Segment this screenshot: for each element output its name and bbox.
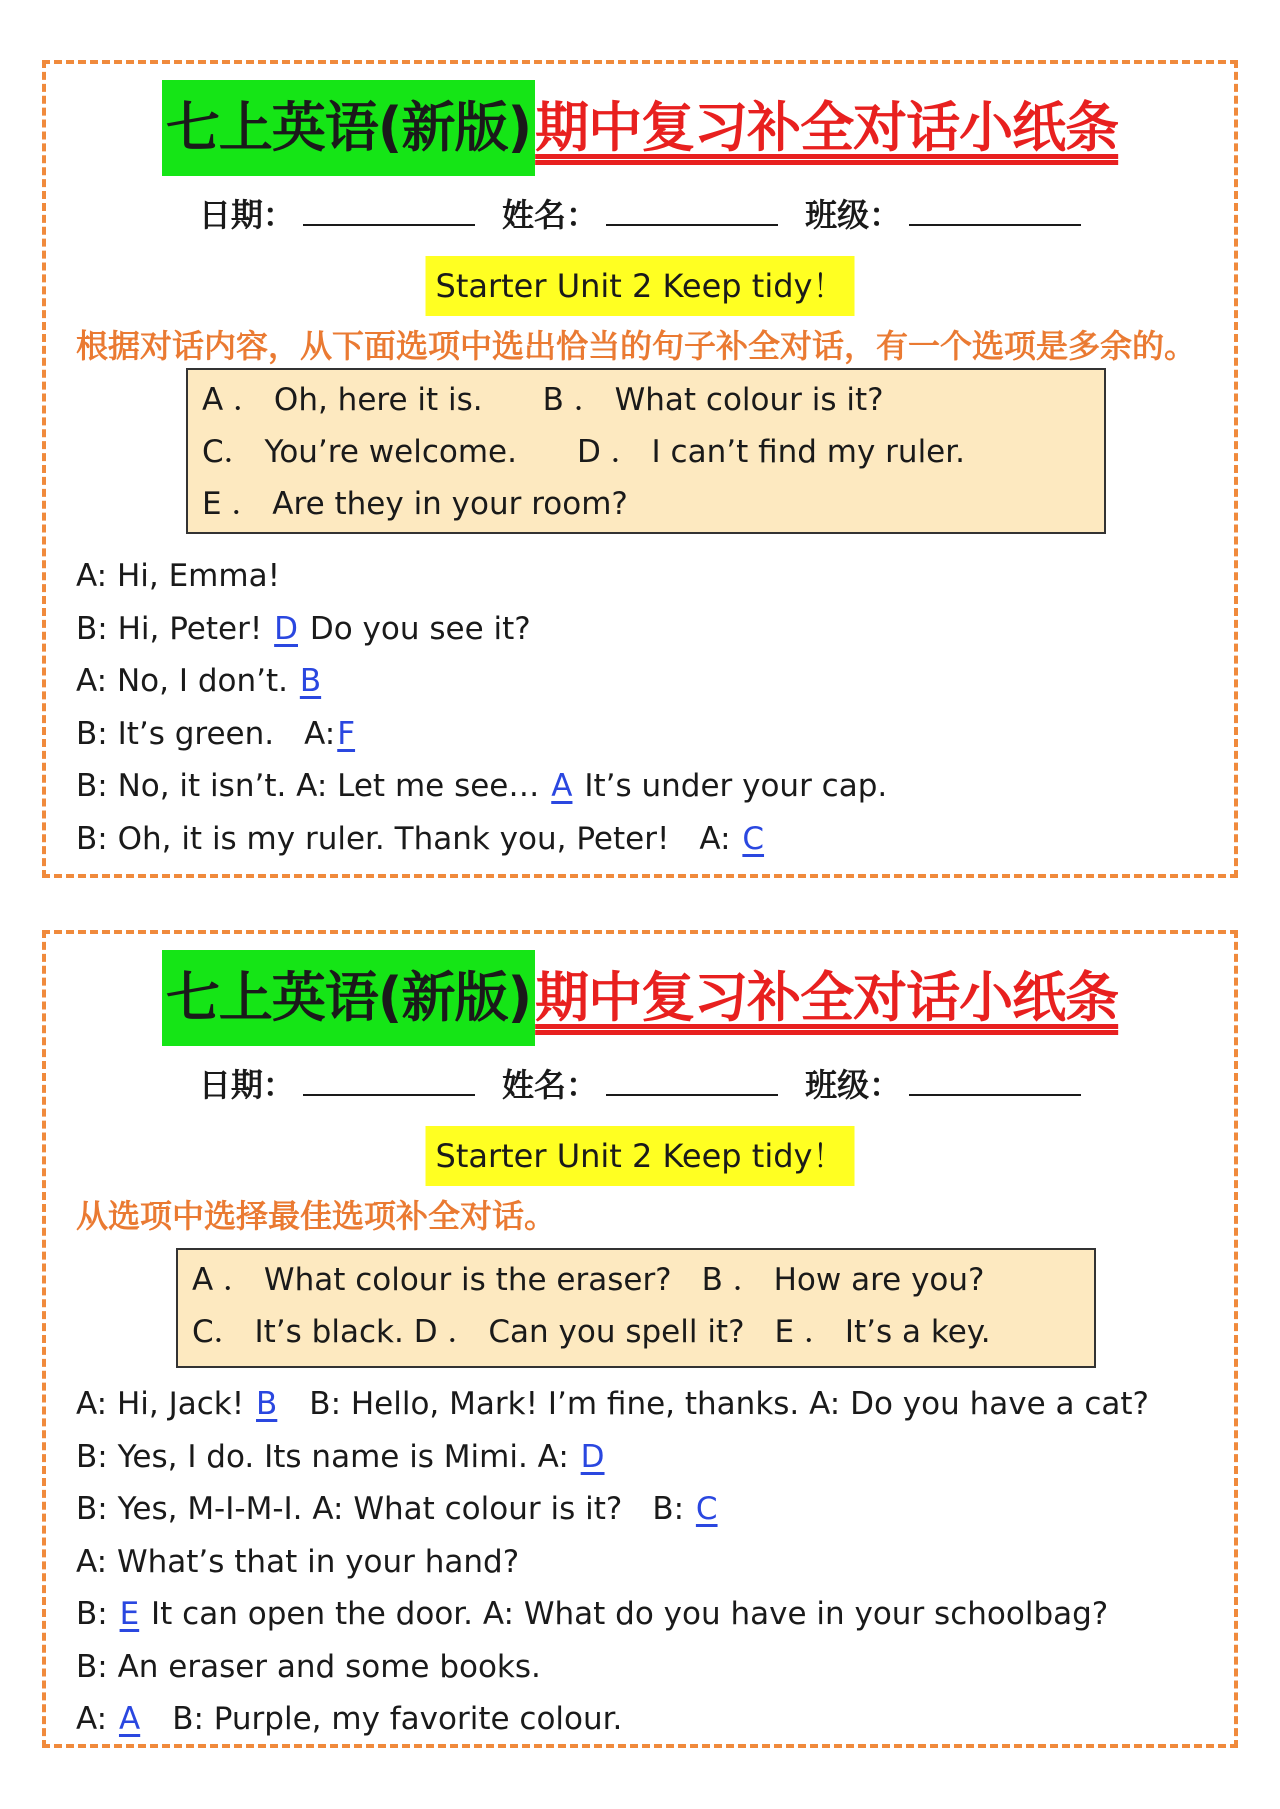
dialogue-text: A: No, I don’t. <box>76 663 288 699</box>
dialogue-text: A: <box>304 715 336 752</box>
option-e: E ． It’s a key. <box>774 1314 991 1350</box>
date-field[interactable] <box>199 1060 475 1106</box>
dialogue-line <box>76 655 1214 708</box>
option-e: E ． Are they in your room? <box>202 486 628 522</box>
name-field[interactable] <box>502 1060 778 1106</box>
dialogue-line <box>76 760 1214 813</box>
class-blank[interactable] <box>909 1064 1081 1096</box>
instruction-text: 从选项中选择最佳选项补全对话。 <box>76 1197 557 1235</box>
answer-blank[interactable]: D <box>580 1438 605 1475</box>
answer-blank[interactable]: B <box>256 1386 278 1422</box>
dialogue-text: A: Hi, Jack! <box>76 1386 245 1422</box>
class-label: 班级： <box>805 1066 902 1104</box>
class-blank[interactable] <box>909 194 1081 226</box>
dialogue-text: B: An eraser and some books. <box>76 1648 541 1685</box>
worksheet-title <box>46 950 1234 1050</box>
dialogue-text: Do you see it? <box>309 610 531 647</box>
option-d: D ． I can’t find my ruler. <box>576 434 966 470</box>
date-blank[interactable] <box>303 1064 475 1096</box>
student-info-row <box>46 1060 1234 1106</box>
class-field[interactable] <box>805 1060 1081 1106</box>
dialogue-line <box>76 1378 1214 1431</box>
dialogue-line <box>76 1431 1214 1484</box>
dialogue-line <box>76 1483 1214 1536</box>
dialogue-text: It can open the door. A: What do you have in your schoolbag? <box>151 1596 1109 1632</box>
date-field[interactable] <box>199 190 475 236</box>
title-main: 期中复习补全对话小纸条 <box>535 96 1119 159</box>
dialogue-text: It’s under your cap. <box>584 768 888 804</box>
dialogue-text: B: Purple, my favorite colour. <box>172 1701 623 1737</box>
name-blank[interactable] <box>606 1064 778 1096</box>
dialogue-text: B: Yes, I do. Its name is Mimi. A: <box>76 1438 569 1475</box>
dialogue-line <box>76 550 1214 603</box>
option-c: C． You’re welcome. <box>202 434 517 470</box>
answer-blank[interactable]: A <box>551 768 573 804</box>
worksheet-card-1 <box>42 60 1238 878</box>
dialogue-text: B: Hello, Mark! I’m fine, thanks. A: Do you have a cat? <box>309 1386 1150 1422</box>
dialogue-text: B: Hi, Peter! <box>76 610 263 647</box>
dialogue-text: A: <box>76 1701 108 1737</box>
name-field[interactable] <box>502 190 778 236</box>
title-highlight: 七上英语(新版) <box>162 950 535 1046</box>
dialogue-line <box>76 1693 1214 1746</box>
answer-blank[interactable]: B <box>299 663 322 699</box>
dialogue-text: B: Yes, M-I-M-I. A: What colour is it? <box>76 1491 623 1527</box>
dialogue-line <box>76 1536 1214 1589</box>
worksheet-title <box>46 80 1234 180</box>
option-b: B ． What colour is it? <box>542 382 884 418</box>
dialogue-text: B: <box>652 1491 685 1527</box>
instruction-text: 根据对话内容，从下面选项中选出恰当的句子补全对话，有一个选项是多余的。 <box>76 327 1197 365</box>
date-blank[interactable] <box>303 194 475 226</box>
dialogue-line <box>76 708 1214 761</box>
option-c: C． It’s black. <box>192 1314 404 1350</box>
title-main: 期中复习补全对话小纸条 <box>535 966 1119 1029</box>
student-info-row <box>46 190 1234 236</box>
unit-badge: Starter Unit 2 Keep tidy！ <box>426 256 855 316</box>
option-a: A ． Oh, here it is. <box>202 382 483 418</box>
answer-blank[interactable]: A <box>118 1701 141 1737</box>
dialogue <box>76 1378 1214 1746</box>
answer-blank[interactable]: C <box>742 820 765 857</box>
class-label: 班级： <box>805 196 902 234</box>
dialogue-line <box>76 1641 1214 1694</box>
options-box <box>186 368 1106 534</box>
option-a: A ． What colour is the eraser? <box>192 1262 672 1298</box>
dialogue-text: A: Hi, Emma! <box>76 558 280 594</box>
answer-blank[interactable]: F <box>337 715 356 752</box>
unit-badge: Starter Unit 2 Keep tidy！ <box>426 1126 855 1186</box>
name-blank[interactable] <box>606 194 778 226</box>
dialogue-text: B: No, it isn’t. A: Let me see… <box>76 768 540 804</box>
options-box <box>176 1248 1096 1368</box>
dialogue-line <box>76 1588 1214 1641</box>
title-highlight: 七上英语(新版) <box>162 80 535 176</box>
option-d: D ． Can you spell it? <box>413 1314 745 1350</box>
answer-blank[interactable]: C <box>695 1491 718 1527</box>
date-label: 日期： <box>198 196 295 234</box>
dialogue-text: B: It’s green. <box>76 715 275 752</box>
dialogue <box>76 550 1214 865</box>
dialogue-text: B: Oh, it is my ruler. Thank you, Peter! <box>76 820 670 857</box>
name-label: 姓名： <box>501 196 598 234</box>
name-label: 姓名： <box>501 1066 598 1104</box>
dialogue-text: B: <box>76 1596 108 1632</box>
class-field[interactable] <box>805 190 1081 236</box>
answer-blank[interactable]: E <box>119 1596 140 1632</box>
date-label: 日期： <box>198 1066 295 1104</box>
dialogue-text: A: What’s that in your hand? <box>76 1543 520 1580</box>
dialogue-line <box>76 603 1214 656</box>
dialogue-text: A: <box>699 820 731 857</box>
option-b: B ． How are you? <box>701 1262 985 1298</box>
answer-blank[interactable]: D <box>274 610 298 647</box>
dialogue-line <box>76 813 1214 866</box>
worksheet-card-2 <box>42 930 1238 1748</box>
